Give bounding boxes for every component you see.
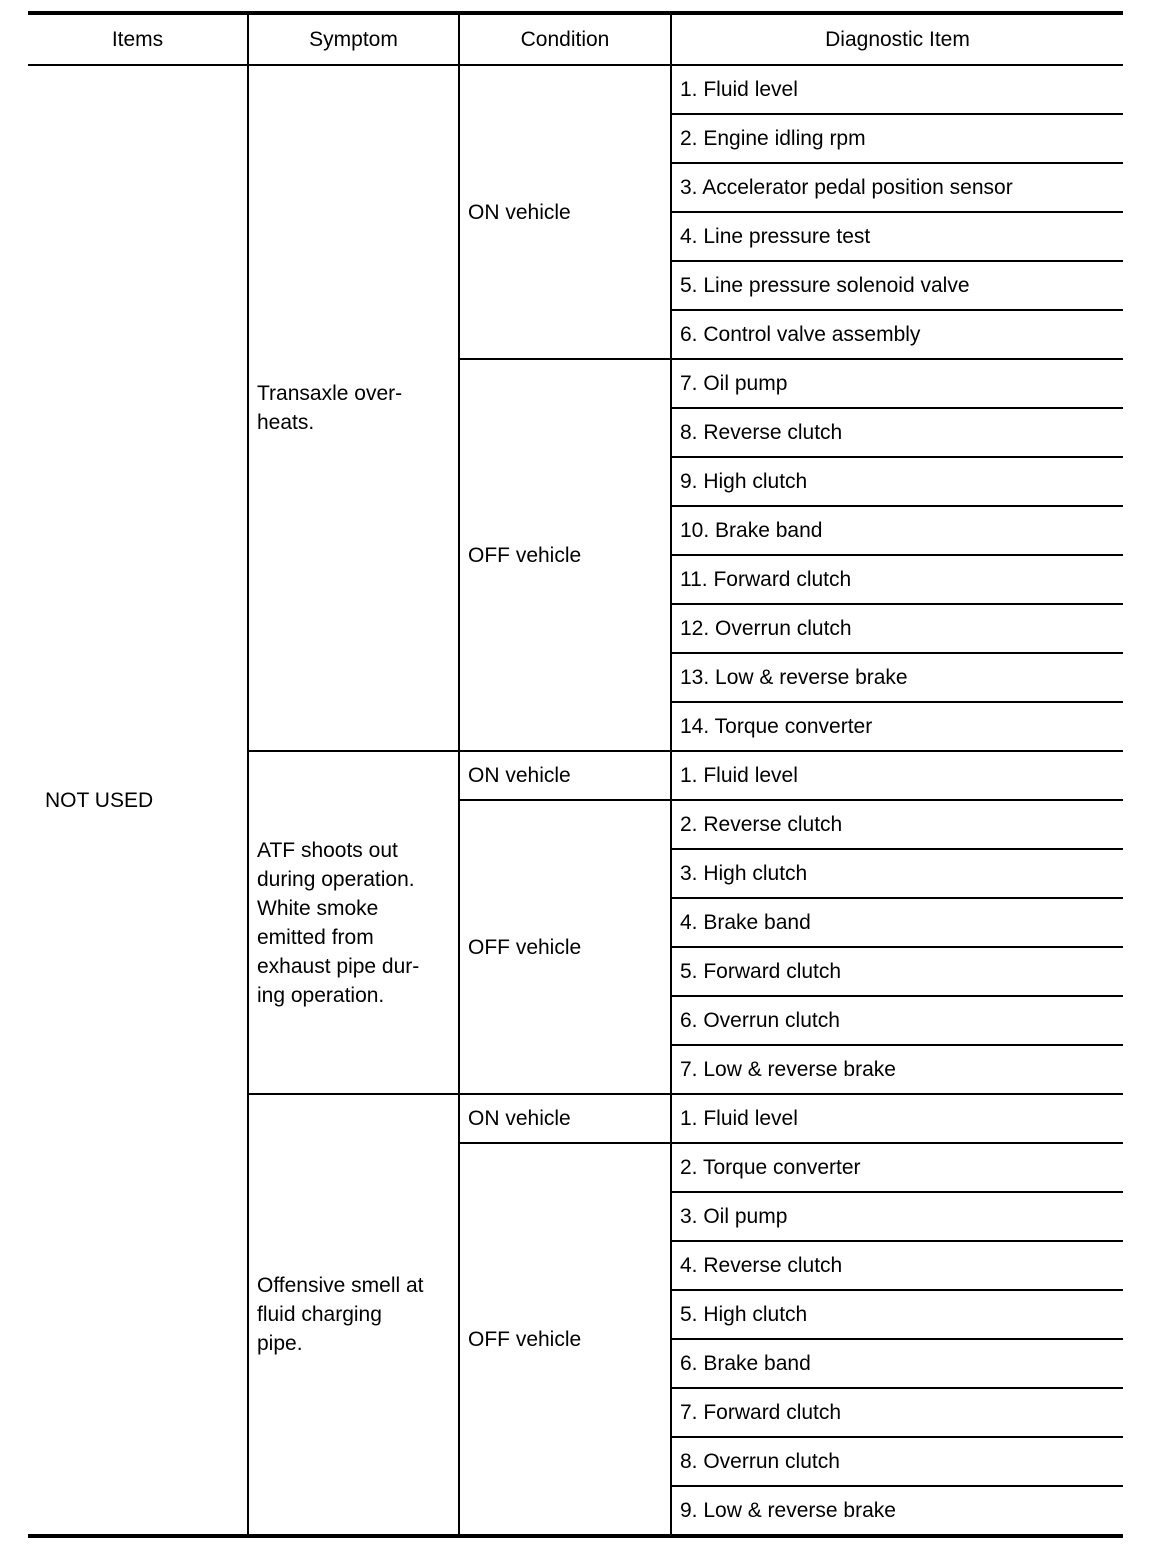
diagnostic-item-cell: 2. Reverse clutch (671, 800, 1123, 849)
diagnostic-item-cell: 5. Forward clutch (671, 947, 1123, 996)
diagnostic-item-cell: 10. Brake band (671, 506, 1123, 555)
diagnostic-item-cell: 1. Fluid level (671, 65, 1123, 114)
condition-cell-on: ON vehicle (459, 65, 671, 359)
symptom-cell: Offensive smell at fluid charging pipe. (248, 1094, 459, 1536)
diagnostic-item-cell: 5. Line pressure solenoid valve (671, 261, 1123, 310)
diagnostic-item-cell: 13. Low & reverse brake (671, 653, 1123, 702)
diagnostic-item-cell: 11. Forward clutch (671, 555, 1123, 604)
diagnostic-item-cell: 9. Low & reverse brake (671, 1486, 1123, 1536)
condition-cell-off: OFF vehicle (459, 1143, 671, 1536)
diagnostic-item-cell: 8. Overrun clutch (671, 1437, 1123, 1486)
diagnostic-item-cell: 8. Reverse clutch (671, 408, 1123, 457)
diagnostic-item-cell: 6. Overrun clutch (671, 996, 1123, 1045)
condition-cell-off: OFF vehicle (459, 800, 671, 1094)
condition-cell-on: ON vehicle (459, 751, 671, 800)
symptom-cell: ATF shoots out during operation. White smoke emitted from exhaust pipe dur- ing operation. (248, 751, 459, 1094)
diagnostic-item-cell: 6. Brake band (671, 1339, 1123, 1388)
header-symptom: Symptom (248, 13, 459, 65)
condition-cell-off: OFF vehicle (459, 359, 671, 751)
table-row (28, 65, 1123, 114)
diagnostic-item-cell: 14. Torque converter (671, 702, 1123, 751)
diagnostic-item-cell: 1. Fluid level (671, 751, 1123, 800)
diagnostic-item-cell: 4. Reverse clutch (671, 1241, 1123, 1290)
diagnostic-item-cell: 3. High clutch (671, 849, 1123, 898)
diagnostic-item-cell: 3. Accelerator pedal position sensor (671, 163, 1123, 212)
symptom-cell: Transaxle over- heats. (248, 65, 459, 751)
diagnostic-item-cell: 7. Oil pump (671, 359, 1123, 408)
items-cell: NOT USED (28, 65, 248, 1536)
diagnostic-item-cell: 7. Low & reverse brake (671, 1045, 1123, 1094)
diagnostic-item-cell: 7. Forward clutch (671, 1388, 1123, 1437)
table-body (28, 65, 1123, 1536)
diagnostic-item-cell: 5. High clutch (671, 1290, 1123, 1339)
header-row (28, 13, 1123, 65)
header-condition: Condition (459, 13, 671, 65)
diagnostic-item-cell: 4. Brake band (671, 898, 1123, 947)
diagnostic-item-cell: 4. Line pressure test (671, 212, 1123, 261)
diagnostic-item-cell: 2. Torque converter (671, 1143, 1123, 1192)
diagnostic-item-cell: 1. Fluid level (671, 1094, 1123, 1143)
condition-cell-on: ON vehicle (459, 1094, 671, 1143)
header-items: Items (28, 13, 248, 65)
diagnostic-table (28, 11, 1123, 1538)
diagnostic-item-cell: 2. Engine idling rpm (671, 114, 1123, 163)
diagnostic-item-cell: 3. Oil pump (671, 1192, 1123, 1241)
diagnostic-item-cell: 12. Overrun clutch (671, 604, 1123, 653)
diagnostic-item-cell: 6. Control valve assembly (671, 310, 1123, 359)
diagnostic-item-cell: 9. High clutch (671, 457, 1123, 506)
header-diagnostic-item: Diagnostic Item (671, 13, 1123, 65)
